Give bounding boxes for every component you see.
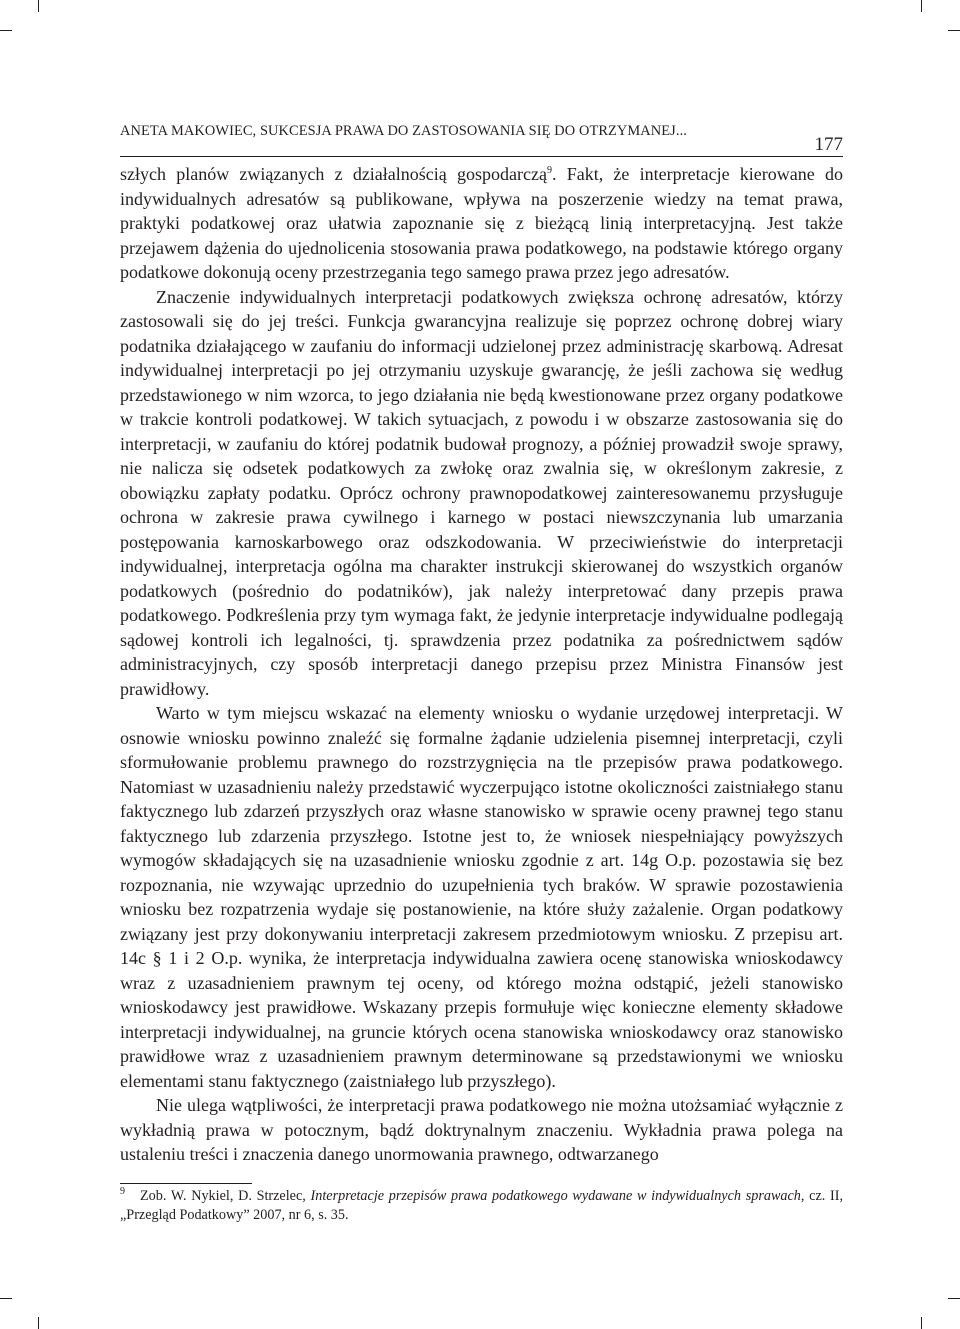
crop-mark-bottom-left-h (0, 1298, 12, 1299)
footnote-reference[interactable]: 9 (546, 165, 552, 176)
footnote-lead: Zob. W. Nykiel, D. Strzelec, (140, 1188, 311, 1204)
crop-mark-bottom-right-h (948, 1298, 960, 1299)
paragraph-1-start: szłych planów związanych z działalnością gospodarczą (120, 164, 547, 184)
paragraph-1-rest: . Fakt, że interpretacje kierowane do indywidualnych adresatów są publikowane, wpływa na poszerzenie wiedzy na temat prawa, praktyki podatkowej oraz ułatwia zapoznanie się z bieżącą linią interpretacyjną. Jest także przejawem dążenia do ujednolicenia stosowania prawa podatkowego, na podstawie którego organy podatkowe dokonują oceny przestrzegania tego samego prawa przez jego adresatów. (120, 164, 843, 282)
footnote-rule (120, 1183, 252, 1184)
running-header: ANETA MAKOWIEC, SUKCESJA PRAWA DO ZASTOSOWANIA SIĘ DO OTRZYMANEJ... (120, 123, 687, 139)
header-rule (120, 156, 843, 157)
paragraph-4: Nie ulega wątpliwości, że interpretacji prawa podatkowego nie można utożsamiać wyłącznie z wykładnią prawa w potocznym, bądź doktrynalnym znaczeniu. Wykładnia prawa polega na ustaleniu treści i znaczenia danego unormowania prawnego, odtwarzanego (120, 1095, 843, 1164)
crop-mark-top-left-h (0, 30, 12, 31)
crop-mark-top-right-v (921, 0, 922, 12)
paragraph-3: Warto w tym miejscu wskazać na elementy wniosku o wydanie urzędowej interpretacji. W osnowie wniosku powinno znaleźć się formalne żądanie udzielenia pisemnej interpretacji, czyli sformułowanie problemu prawnego do rozstrzygnięcia na tle przepisów prawa podatkowego. Natomiast w uzasadnieniu należy przedstawić wyczerpująco istotne okoliczności zaistniałego stanu faktycznego lub zdarzeń przyszłych oraz własne stanowisko w sprawie oceny prawnej tego stanu faktycznego lub zdarzenia przyszłego. Istotne jest to, że wniosek niespełniający powyższych wymogów składających się na uzasadnienie wniosku zgodnie z art. 14g O.p. pozostawia się bez rozpoznania, nie wzywając uprzednio do uzupełnienia tych braków. W sprawie pozostawienia wniosku bez rozpatrzenia wydaje się postanowienie, na które służy zażalenie. Organ podatkowy związany jest przy dokonywaniu interpretacji zakresem przedmiotowym wniosku. Z przepisu art. 14c § 1 i 2 O.p. wynika, że interpretacja indywidualna zawiera ocenę stanowiska wnioskodawcy wraz z uzasadnieniem prawnym tej oceny, od którego można odstąpić, jeżeli stanowisko wnioskodawcy jest prawidłowe. Wskazany przepis formułuje więc konieczne elementy składowe interpretacji indywidualnej, na gruncie których ocena stanowiska wnioskodawcy oraz stanowisko prawidłowe wraz z uzasadnieniem prawnym determinowane są przedstawionymi we wniosku elementami stanu faktycznego (zaistniałego lub przyszłego). (120, 703, 843, 1091)
paragraph-2: Znaczenie indywidualnych interpretacji podatkowych zwiększa ochronę adresatów, którzy zastosowali się do jej treści. Funkcja gwarancyjna realizuje się poprzez ochronę dobrej wiary podatnika działającego w zaufaniu do informacji udzielonej przez administrację skarbową. Adresat indywidualnej interpretacji po jej otrzymaniu uzyskuje gwarancję, że jeśli zachowa się według przedstawionego w nim wzorca, to jego działania nie będą kwestionowane przez organy podatkowe w trakcie kontroli podatkowej. W takich sytuacjach, z powodu i w obszarze zastosowania się do interpretacji, w zaufaniu do której podatnik budował prognozy, a później prowadził swoje sprawy, nie nalicza się odsetek podatkowych za zwłokę oraz zwalnia się, w określonym zakresie, z obowiązku zapłaty podatku. Oprócz ochrony prawnopodatkowej zainteresowanemu przysługuje ochrona w zakresie prawa cywilnego i karnego w postaci niewszczynania lub umarzania postępowania karnoskarbowego oraz odszkodowania. W przeciwieństwie do interpretacji indywidualnej, interpretacja ogólna ma charakter instrukcji skierowanej do wszystkich organów podatkowych (pośrednio do podatników), jak należy interpretować dany przepis prawa podatkowego. Podkreślenia przy tym wymaga fakt, że jedynie interpretacje indywidualne podlegają sądowej kontroli ich legalności, tj. sprawdzenia przez podatnika za pośrednictwem sądów administracyjnych, czy sposób interpretacji danego przepisu przez Ministra Finansów jest prawidłowy. (120, 286, 843, 699)
footnote-9: 9 Zob. W. Nykiel, D. Strzelec, Interpretacje przepisów prawa podatkowego wydawane w indywidualnych sprawach, cz. II, „Przegląd Podatkowy” 2007, nr 6, s. 35. (120, 1186, 843, 1223)
crop-mark-top-left-v (38, 0, 39, 12)
footnote-cited-title: Interpretacje przepisów prawa podatkowego wydawane w indywidualnych sprawach (310, 1188, 801, 1204)
page-number: 177 (814, 134, 843, 155)
crop-mark-bottom-left-v (38, 1317, 39, 1329)
footnote-tail: , cz. II, „Przegląd Podatkowy” 2007, nr 6, s. 35. (120, 1188, 843, 1223)
crop-mark-top-right-h (948, 30, 960, 31)
main-text (120, 162, 843, 1167)
crop-mark-bottom-right-v (921, 1317, 922, 1329)
paragraph-1 (120, 162, 843, 285)
